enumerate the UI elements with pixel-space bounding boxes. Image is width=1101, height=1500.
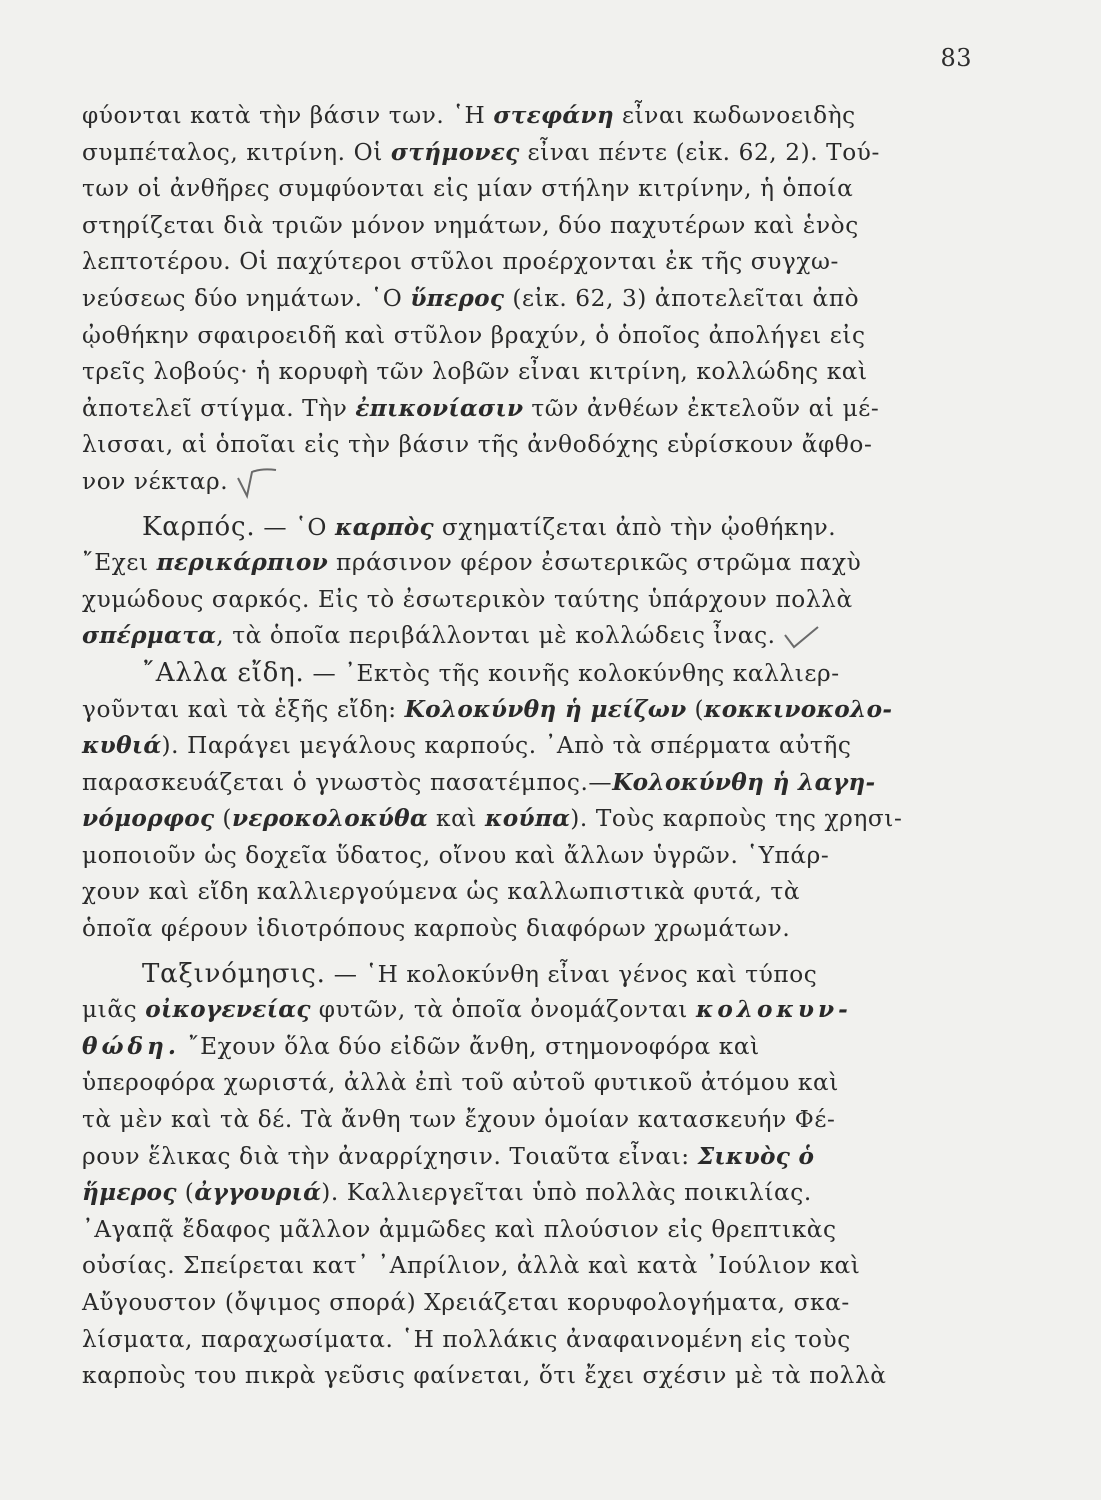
text-line: κυθιά). Παράγει μεγάλους καρπούς. ᾿Απὸ τὰ σπέρματα αὐτῆς bbox=[82, 732, 852, 760]
section-heading-taxinomisis: Ταξινόμησις. bbox=[142, 958, 326, 989]
term-imeros: ἥμερος bbox=[82, 1179, 177, 1207]
text-line: Καρπός. — ῾Ο καρπὸς σχηματίζεται ἀπὸ τὴν ᾠοθήκην. bbox=[142, 511, 837, 542]
text-line: μοποιοῦν ὡς δοχεῖα ὕδατος, οἴνου καὶ ἄλλων ὑγρῶν. ῾Υπάρ- bbox=[82, 841, 830, 869]
term-kolokynthodi: κολοκυν- bbox=[695, 996, 852, 1024]
text-line: Αὔγουστον (ὄψιμος σπορά) Χρειάζεται κορυφολογήματα, σκα- bbox=[82, 1289, 850, 1316]
text-line: καρποὺς του πικρὰ γεῦσις φαίνεται, ὅτι ἔχει σχέσιν μὲ τὰ πολλὰ bbox=[82, 1362, 887, 1390]
text-line: συμπέταλος, κιτρίνη. Οἱ στήμονες εἶναι πέντε (εἰκ. 62, 2). Τού- bbox=[82, 138, 880, 166]
text-line: ρουν ἕλικας διὰ τὴν ἀναρρίχησιν. Τοιαῦτα εἶναι: Σικυὸς ὁ bbox=[82, 1142, 815, 1170]
term-lagenomorfos-end: νόμορφος bbox=[82, 805, 215, 833]
term-kolokynthi-i-meizon: Κολοκύνθη ἡ μείζων bbox=[404, 695, 687, 723]
section-heading-alla-eidi: ῎Αλλα εἴδη. bbox=[142, 657, 305, 688]
text-line: ῎Αλλα εἴδη. — ᾿Εκτὸς τῆς κοινῆς κολοκύνθης καλλιερ- bbox=[142, 657, 840, 688]
term-kolokynthodi-end: θώδη. bbox=[82, 1032, 180, 1060]
term-kolokynthi-lagenomorfos: Κολοκύνθη ἡ λαγη- bbox=[612, 768, 876, 796]
text-line: θώδη. ῎Εχουν ὅλα δύο εἰδῶν ἄνθη, στημονοφόρα καὶ bbox=[82, 1032, 760, 1060]
text-line: λεπτοτέρου. Οἱ παχύτεροι στῦλοι προέρχονται ἐκ τῆς συγχω- bbox=[82, 248, 839, 276]
term-angouria: ἀγγουριά bbox=[194, 1179, 322, 1207]
text-line: φύονται κατὰ τὴν βάσιν των. ῾Η στεφάνη εἶναι κωδωνοειδὴς bbox=[82, 102, 856, 129]
term-oikogeneias: οἰκογενείας bbox=[145, 996, 311, 1024]
term-sikyos: Σικυὸς ὁ bbox=[697, 1142, 815, 1170]
handwritten-check-mark bbox=[234, 466, 280, 500]
term-stimones: στήμονες bbox=[390, 138, 520, 166]
section-heading-karpos: Καρπός. bbox=[142, 511, 256, 542]
text-line: ἀποτελεῖ στίγμα. Τὴν ἐπικονίασιν τῶν ἀνθέων ἐκτελοῦν αἱ μέ- bbox=[82, 394, 880, 422]
term-kokkinokolokythia-end: κυθιά bbox=[82, 732, 162, 760]
term-koupa: κούπα bbox=[485, 805, 571, 833]
text-line: τρεῖς λοβούς· ἡ κορυφὴ τῶν λοβῶν εἶναι κιτρίνη, κολλώδης καὶ bbox=[82, 358, 868, 386]
text-line: μιᾶς οἰκογενείας φυτῶν, τὰ ὁποῖα ὀνομάζονται κολοκυν- bbox=[82, 996, 852, 1024]
text-line: των οἱ ἀνθῆρες συμφύονται εἰς μίαν στήλην κιτρίνην, ἡ ὁποία bbox=[82, 175, 854, 203]
term-epikoniasin: ἐπικονίασιν bbox=[355, 394, 524, 422]
term-spermata: σπέρματα bbox=[82, 622, 217, 650]
term-yperos: ὕπερος bbox=[410, 284, 505, 312]
text-line: Ταξινόμησις. — ῾Η κολοκύνθη εἶναι γένος καὶ τύπος bbox=[142, 958, 818, 989]
term-karpos: καρπὸς bbox=[334, 513, 434, 541]
term-nerokolokytha: νεροκολοκύθα bbox=[232, 805, 429, 833]
text-line: λίσματα, παραχωσίματα. ῾Η πολλάκις ἀναφαινομένη εἰς τοὺς bbox=[82, 1325, 851, 1353]
text-line: νον νέκταρ. bbox=[82, 464, 962, 501]
text-line: ᾠοθήκην σφαιροειδῆ καὶ στῦλον βραχύν, ὁ ὁποῖος ἀπολήγει εἰς bbox=[82, 321, 866, 349]
handwritten-check-mark bbox=[782, 625, 822, 649]
text-line: στηρίζεται διὰ τριῶν μόνον νημάτων, δύο παχυτέρων καὶ ἑνὸς bbox=[82, 211, 859, 239]
text-line: ἥμερος (ἀγγουριά). Καλλιεργεῖται ὑπὸ πολλὰς ποικιλίας. bbox=[82, 1179, 812, 1207]
text-line: ῎Εχει περικάρπιον πράσινον φέρον ἐσωτερικῶς στρῶμα παχὺ bbox=[82, 549, 862, 577]
text-line: ὁποῖα φέρουν ἰδιοτρόπους καρποὺς διαφόρων χρωμάτων. bbox=[82, 915, 791, 943]
term-stefani: στεφάνη bbox=[493, 102, 615, 129]
text-line: γοῦνται καὶ τὰ ἑξῆς εἴδη: Κολοκύνθη ἡ μείζων (κοκκινοκολο- bbox=[82, 695, 893, 723]
text-line: ᾿Αγαπᾷ ἔδαφος μᾶλλον ἀμμῶδες καὶ πλούσιον εἰς θρεπτικὰς bbox=[82, 1215, 837, 1243]
text-line: νόμορφος (νεροκολοκύθα καὶ κούπα). Τοὺς καρποὺς της χρησι- bbox=[82, 805, 903, 833]
term-kokkinokolokythia: κοκκινοκολο- bbox=[704, 695, 893, 723]
term-perikarpion: περικάρπιον bbox=[156, 549, 329, 577]
text-line: ὑπεροφόρα χωριστά, ἀλλὰ ἐπὶ τοῦ αὐτοῦ φυτικοῦ ἀτόμου καὶ bbox=[82, 1069, 839, 1097]
text-line: λισσαι, αἱ ὁποῖαι εἰς τὴν βάσιν τῆς ἀνθοδόχης εὑρίσκουν ἄφθο- bbox=[82, 431, 873, 459]
text-line: χυμώδους σαρκός. Εἰς τὸ ἐσωτερικὸν ταύτης ὑπάρχουν πολλὰ bbox=[82, 585, 853, 613]
text-line: οὐσίας. Σπείρεται κατ᾿ ᾿Απρίλιον, ἀλλὰ καὶ κατὰ ᾿Ιούλιον καὶ bbox=[82, 1252, 861, 1280]
page-number: 83 bbox=[940, 44, 972, 72]
body-text bbox=[82, 98, 962, 1395]
text-line: σπέρματα, τὰ ὁποῖα περιβάλλονται μὲ κολλώδεις ἶνας. bbox=[82, 618, 962, 655]
text-line: τὰ μὲν καὶ τὰ δέ. Τὰ ἄνθη των ἔχουν ὁμοίαν κατασκευήν Φέ- bbox=[82, 1106, 836, 1134]
text-line: νεύσεως δύο νημάτων. ῾Ο ὕπερος (εἰκ. 62, 3) ἀποτελεῖται ἀπὸ bbox=[82, 284, 860, 312]
text-line: χουν καὶ εἴδη καλλιεργούμενα ὡς καλλωπιστικὰ φυτά, τὰ bbox=[82, 878, 801, 906]
text-line: παρασκευάζεται ὁ γνωστὸς πασατέμπος.—Κολοκύνθη ἡ λαγη- bbox=[82, 768, 876, 796]
